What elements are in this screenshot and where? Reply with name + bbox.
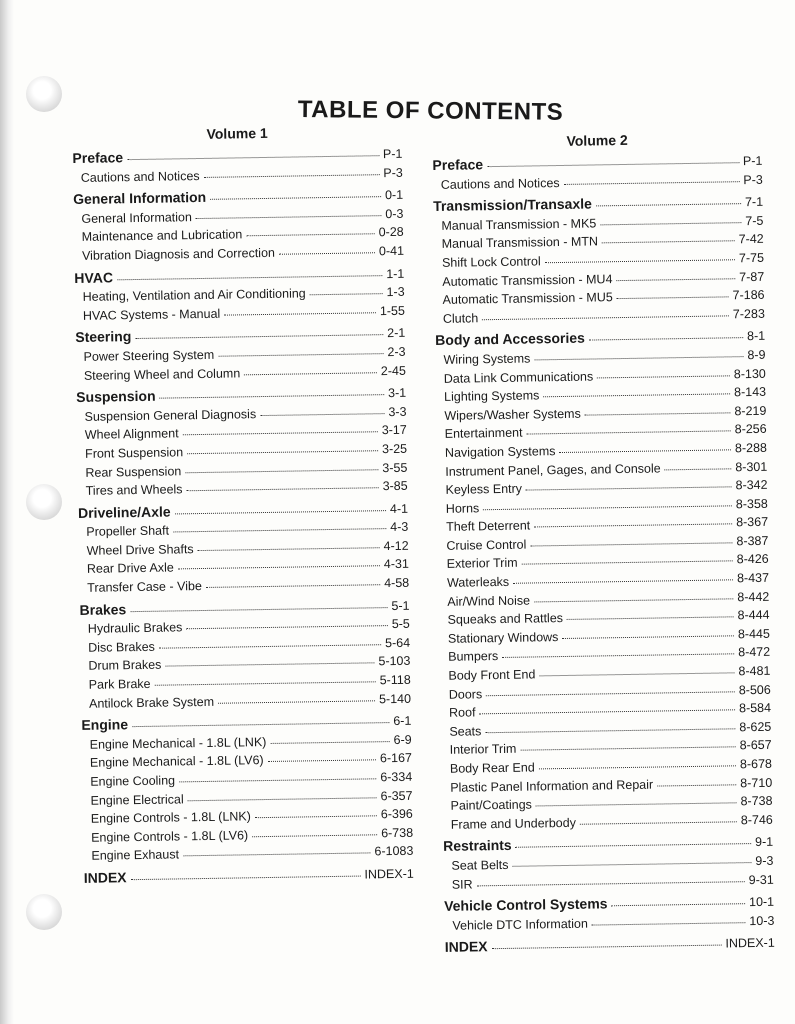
- toc-entry-page: 10-1: [748, 894, 775, 910]
- toc-entry-label: Drum Brakes: [88, 658, 162, 674]
- toc-entry-label: Steering Wheel and Column: [83, 365, 241, 383]
- toc-entry-page: 7-1: [744, 194, 764, 210]
- toc-entry-label: Cautions and Notices: [80, 168, 200, 185]
- dot-leader: [512, 850, 751, 867]
- dot-leader: [562, 623, 734, 639]
- dot-leader: [543, 381, 730, 397]
- toc-entry-label: Seats: [449, 724, 482, 739]
- toc-entry-page: 6-738: [381, 825, 414, 841]
- dot-leader: [513, 567, 733, 583]
- toc-entry-page: 8-256: [734, 422, 767, 437]
- dot-leader: [218, 341, 383, 357]
- dot-leader: [616, 266, 735, 281]
- dot-leader: [154, 669, 375, 685]
- toc-entry-page: 5-64: [384, 635, 411, 650]
- toc-entry-label: Vehicle Control Systems: [443, 895, 608, 915]
- dot-leader: [174, 498, 385, 514]
- toc-entry-page: 2-1: [387, 326, 406, 341]
- toc-entry-label: Instrument Panel, Gages, and Console: [445, 460, 661, 479]
- toc-entry-label: INDEX: [444, 938, 488, 956]
- dot-leader: [159, 632, 381, 648]
- toc-entry-page: 10-3: [749, 913, 775, 928]
- toc-entry-page: P-3: [743, 172, 763, 187]
- toc-entry-label: Heating, Ventilation and Air Conditioning: [82, 286, 306, 305]
- dot-leader: [664, 456, 731, 470]
- toc-subsection[interactable]: [76, 361, 406, 385]
- toc-entry-label: Preface: [432, 156, 484, 173]
- toc-entry-page: P-3: [383, 165, 403, 180]
- toc-subsection[interactable]: [73, 163, 403, 187]
- toc-entry-page: 8-584: [738, 700, 772, 716]
- toc-entry-label: Restraints: [443, 837, 512, 855]
- toc-entry-label: Stationary Windows: [447, 629, 559, 646]
- toc-entry-label: Hydraulic Brakes: [87, 620, 183, 637]
- volume-2-heading: Volume 2: [566, 131, 628, 149]
- toc-entry-page: 6-334: [380, 769, 413, 785]
- dot-leader: [203, 162, 379, 178]
- toc-entry-page: 3-55: [382, 460, 408, 475]
- dot-leader: [260, 401, 384, 416]
- toc-entry-page: 7-283: [732, 306, 765, 322]
- toc-entry-page: 5-140: [378, 691, 412, 706]
- dot-leader: [224, 300, 376, 315]
- toc-entry-label: Body Front End: [448, 667, 536, 683]
- dot-leader: [255, 803, 377, 818]
- toc-entry-label: Clutch: [442, 311, 479, 326]
- toc-entry-label: Cautions and Notices: [440, 175, 560, 192]
- binder-hole-middle: [26, 484, 62, 520]
- toc-entry-label: Brakes: [79, 600, 127, 618]
- page-edge: [0, 0, 14, 1024]
- toc-entry-page: 6-396: [380, 806, 413, 822]
- toc-entry-page: 4-12: [383, 538, 409, 554]
- toc-entry-label: Engine Exhaust: [91, 847, 180, 864]
- toc-entry-page: 8-710: [740, 775, 773, 790]
- dot-leader: [268, 748, 376, 763]
- toc-entry-label: Seat Belts: [451, 857, 509, 873]
- toc-entry-page: 8-738: [740, 793, 773, 809]
- toc-entry-label: Cruise Control: [446, 537, 527, 553]
- toc-entry-label: Body and Accessories: [435, 329, 585, 349]
- toc-entry-page: 8-301: [735, 459, 768, 474]
- toc-entry-label: Roof: [448, 705, 476, 721]
- dot-leader: [563, 169, 739, 185]
- dot-leader: [206, 572, 381, 588]
- toc-entry-label: Exterior Trim: [446, 556, 518, 572]
- toc-entry-page: 6-1: [393, 713, 412, 729]
- toc-entry-page: P-1: [382, 146, 403, 162]
- dot-leader: [592, 910, 746, 925]
- toc-entry-page: 8-442: [737, 589, 770, 604]
- toc-entry-label: Engine: [81, 716, 129, 734]
- dot-leader: [539, 660, 734, 676]
- toc-entry-page: 8-426: [736, 552, 769, 567]
- toc-entry-label: Vehicle DTC Information: [452, 916, 588, 933]
- toc-entry-label: Engine Electrical: [90, 791, 184, 808]
- volume-2-entries: [432, 152, 775, 958]
- toc-entry-label: Engine Controls - 1.8L (LNK): [90, 809, 251, 826]
- toc-entry-label: Transmission/Transaxle: [432, 195, 592, 215]
- dot-leader: [197, 535, 379, 551]
- toc-entry-page: 8-342: [735, 477, 768, 493]
- dot-leader: [159, 382, 384, 399]
- toc-entry-page: 3-3: [388, 404, 407, 419]
- toc-subsection[interactable]: [81, 689, 411, 713]
- dot-leader: [270, 729, 389, 744]
- toc-entry-page: 8-678: [739, 756, 773, 772]
- dot-leader: [186, 475, 378, 491]
- toc-entry-page: 9-1: [754, 835, 774, 850]
- dot-leader: [127, 143, 379, 160]
- toc-entry-label: Propeller Shaft: [86, 523, 170, 540]
- toc-entry-label: Lighting Systems: [444, 388, 540, 404]
- toc-entry-label: Engine Controls - 1.8L (LV6): [91, 828, 249, 845]
- dot-leader: [534, 586, 734, 602]
- toc-entry-label: Interior Trim: [449, 742, 517, 758]
- toc-entry-label: Rear Drive Axle: [86, 560, 174, 577]
- toc-entry-label: INDEX: [83, 869, 127, 886]
- volume-1-entries: [72, 145, 414, 889]
- toc-entry-page: 0-3: [385, 206, 404, 221]
- dot-leader: [589, 325, 743, 340]
- toc-entry-label: Squeaks and Rattles: [447, 611, 564, 628]
- toc-entry-label: Maintenance and Lubrication: [81, 227, 243, 245]
- toc-entry-label: Engine Cooling: [90, 773, 176, 789]
- toc-entry-page: P-1: [742, 153, 763, 169]
- dot-leader: [178, 554, 380, 570]
- toc-entry-label: Wheel Drive Shafts: [86, 542, 194, 558]
- toc-entry-label: Horns: [445, 500, 480, 516]
- toc-entry-page: 9-3: [755, 853, 774, 868]
- dot-leader: [246, 222, 375, 237]
- dot-leader: [544, 247, 734, 263]
- dot-leader: [486, 679, 735, 696]
- toc-entry-label: Entertainment: [444, 425, 523, 442]
- toc-entry-label: Rear Suspension: [85, 463, 182, 480]
- toc-entry-label: Doors: [448, 686, 483, 702]
- dot-leader: [130, 864, 360, 881]
- toc-entry-label: Power Steering System: [83, 347, 215, 364]
- toc-entry-label: Park Brake: [88, 676, 151, 692]
- toc-entry-page: 4-1: [389, 501, 409, 516]
- dot-leader: [567, 605, 734, 621]
- toc-entry-label: Plastic Panel Information and Repair: [450, 777, 654, 795]
- toc-entry-label: Vibration Diagnosis and Correction: [81, 245, 276, 263]
- dot-leader: [210, 184, 381, 200]
- toc-entry-label: Body Rear End: [449, 760, 535, 776]
- dot-leader: [559, 437, 731, 453]
- dot-leader: [617, 285, 729, 300]
- toc-entry-page: INDEX-1: [725, 936, 775, 951]
- toc-entry-label: Wipers/Washer Systems: [444, 406, 581, 423]
- toc-entry-label: Steering: [75, 328, 132, 346]
- toc-subsection[interactable]: [433, 170, 763, 194]
- dot-leader: [165, 651, 374, 667]
- dot-leader: [521, 549, 732, 565]
- dot-leader: [657, 772, 736, 786]
- dot-leader: [539, 753, 736, 769]
- toc-entry-page: 8-472: [738, 645, 771, 660]
- toc-entry-label: Bumpers: [448, 649, 499, 665]
- toc-section[interactable]: [445, 934, 775, 958]
- dot-leader: [602, 229, 735, 244]
- toc-entry-label: Shift Lock Control: [441, 254, 541, 270]
- toc-subsection[interactable]: [75, 302, 405, 326]
- dot-leader: [117, 263, 382, 280]
- dot-leader: [252, 822, 377, 837]
- dot-leader: [482, 303, 729, 320]
- dot-leader: [187, 438, 378, 454]
- toc-entry-page: 5-5: [391, 617, 410, 632]
- toc-entry-label: Manual Transmission - MK5: [441, 216, 597, 233]
- dot-leader: [476, 869, 744, 886]
- toc-entry-label: HVAC Systems - Manual: [82, 306, 221, 323]
- toc-entry-label: Transfer Case - Vibe: [87, 579, 202, 595]
- toc-entry-page: 2-3: [387, 344, 406, 360]
- dot-leader: [526, 474, 732, 490]
- toc-entry-label: Automatic Transmission - MU5: [442, 290, 613, 308]
- dot-leader: [196, 203, 382, 219]
- dot-leader: [534, 344, 743, 360]
- toc-entry-page: 8-387: [736, 533, 769, 549]
- toc-subsection[interactable]: [444, 911, 774, 935]
- toc-entry-label: HVAC: [74, 268, 114, 286]
- toc-subsection[interactable]: [79, 574, 409, 598]
- toc-entry-page: 6-9: [393, 732, 412, 747]
- toc-entry-label: Driveline/Axle: [77, 503, 171, 521]
- toc-entry-label: Suspension: [76, 387, 156, 406]
- dot-leader: [179, 766, 376, 782]
- toc-entry-page: 8-657: [739, 738, 772, 753]
- toc-entry-label: Waterleaks: [446, 574, 510, 590]
- toc-entry-label: Paint/Coatings: [450, 797, 532, 813]
- toc-entry-page: 4-31: [383, 557, 410, 572]
- toc-entry-page: 7-186: [732, 287, 765, 303]
- toc-entry-page: 0-41: [378, 243, 405, 259]
- toc-entry-label: Disc Brakes: [88, 639, 155, 655]
- toc-entry-page: 3-17: [381, 423, 407, 438]
- toc-subsection[interactable]: [78, 477, 408, 501]
- dot-leader: [479, 698, 735, 715]
- toc-entry-label: Keyless Entry: [445, 481, 523, 497]
- toc-entry-label: Manual Transmission - MTN: [441, 234, 599, 252]
- dot-leader: [244, 360, 377, 375]
- toc-entry-page: 7-75: [738, 250, 765, 266]
- dot-leader: [279, 240, 375, 255]
- toc-entry-page: 8-445: [737, 626, 770, 642]
- toc-entry-label: Wheel Alignment: [84, 426, 179, 443]
- binder-hole-bottom: [26, 894, 62, 930]
- dot-leader: [187, 785, 376, 801]
- toc-entry-label: Front Suspension: [85, 445, 184, 461]
- toc-entry-label: Frame and Underbody: [450, 815, 577, 832]
- dot-leader: [534, 512, 732, 528]
- volume-1-column: [72, 123, 414, 889]
- toc-entry-label: Engine Mechanical - 1.8L (LV6): [89, 753, 264, 771]
- dot-leader: [485, 716, 735, 733]
- dot-leader: [487, 150, 739, 167]
- dot-leader: [585, 400, 731, 415]
- toc-subsection[interactable]: [74, 242, 404, 266]
- toc-entry-page: 8-625: [739, 719, 772, 735]
- toc-entry-page: 3-1: [388, 385, 407, 401]
- toc-entry-label: Antilock Brake System: [88, 694, 215, 711]
- toc-entry-label: Theft Deterrent: [446, 518, 531, 535]
- toc-entry-page: 9-31: [748, 872, 774, 887]
- toc-subsection[interactable]: [83, 842, 413, 866]
- dot-leader: [186, 613, 388, 629]
- toc-entry-page: 5-118: [379, 672, 411, 688]
- volume-1-heading: Volume 1: [206, 124, 268, 142]
- toc-entry-label: Suspension General Diagnosis: [84, 406, 257, 424]
- dot-leader: [483, 493, 732, 510]
- toc-entry-label: SIR: [451, 877, 473, 892]
- toc-entry-label: Air/Wind Noise: [447, 593, 531, 609]
- dot-leader: [491, 933, 721, 950]
- toc-entry-page: 6-357: [380, 788, 413, 803]
- toc-entry-label: General Information: [81, 209, 193, 226]
- toc-entry-page: 1-3: [386, 284, 405, 300]
- toc-entry-label: Preface: [72, 149, 124, 166]
- toc-entry-page: INDEX-1: [364, 866, 414, 882]
- toc-entry-page: 0-28: [378, 225, 404, 240]
- toc-section[interactable]: [84, 865, 414, 889]
- dot-leader: [132, 710, 389, 727]
- toc-entry-page: 0-1: [384, 187, 404, 203]
- toc-entry-page: 6-1083: [374, 844, 414, 859]
- toc-entry-page: 8-437: [736, 570, 770, 586]
- toc-subsection[interactable]: [435, 305, 765, 329]
- toc-entry-page: 8-367: [736, 515, 769, 530]
- toc-entry-page: 8-130: [733, 366, 766, 381]
- toc-entry-page: 1-1: [386, 266, 405, 281]
- binder-hole-top: [26, 76, 62, 112]
- dot-leader: [520, 735, 736, 751]
- dot-leader: [515, 831, 751, 848]
- dot-leader: [600, 210, 741, 225]
- toc-subsection[interactable]: [444, 870, 774, 894]
- toc-entry-page: 5-1: [391, 598, 410, 613]
- toc-entry-page: 8-219: [734, 403, 767, 419]
- toc-entry-label: Automatic Transmission - MU4: [442, 271, 613, 289]
- toc-entry-page: 6-167: [379, 751, 413, 766]
- toc-entry-page: 7-42: [738, 232, 764, 247]
- toc-entry-page: 2-45: [380, 363, 406, 378]
- toc-entry-label: General Information: [72, 189, 207, 208]
- dot-leader: [182, 420, 377, 436]
- toc-entry-page: 8-481: [738, 663, 771, 679]
- toc-entry-page: 3-25: [381, 441, 408, 457]
- dot-leader: [530, 530, 732, 546]
- dot-leader: [185, 457, 378, 473]
- toc-entry-page: 3-85: [382, 478, 408, 494]
- toc-entry-page: 4-58: [384, 575, 410, 591]
- toc-entry-page: 7-5: [745, 213, 764, 228]
- toc-entry-page: 8-506: [738, 682, 771, 697]
- toc-entry-page: 7-87: [739, 269, 765, 284]
- toc-entry-label: Navigation Systems: [444, 444, 556, 460]
- dot-leader: [596, 191, 741, 206]
- dot-leader: [218, 688, 375, 703]
- dot-leader: [183, 841, 371, 857]
- toc-entry-page: 4-3: [390, 520, 409, 535]
- dot-leader: [611, 891, 745, 906]
- dot-leader: [502, 642, 734, 659]
- toc-entry-label: Engine Mechanical - 1.8L (LNK): [89, 734, 267, 752]
- toc-entry-page: 8-444: [737, 608, 770, 623]
- toc-entry-page: 8-746: [740, 812, 773, 828]
- dot-leader: [526, 419, 730, 435]
- toc-entry-page: 8-1: [747, 329, 766, 344]
- toc-entry-page: 5-103: [378, 654, 411, 669]
- dot-leader: [310, 281, 383, 295]
- toc-entry-page: 8-288: [734, 440, 768, 456]
- toc-entry-label: Data Link Communications: [443, 369, 594, 386]
- toc-entry-label: Tires and Wheels: [85, 482, 183, 498]
- toc-subsection[interactable]: [443, 811, 773, 835]
- toc-entry-page: 8-358: [735, 496, 768, 511]
- toc-entry-label: Wiring Systems: [443, 351, 531, 367]
- dot-leader: [173, 516, 386, 532]
- volume-2-column: [432, 130, 775, 958]
- dot-leader: [536, 790, 737, 806]
- dot-leader: [580, 809, 737, 824]
- toc-entry-page: 1-55: [379, 303, 406, 318]
- toc-entry-page: 8-9: [747, 347, 766, 363]
- toc-entry-page: 8-143: [733, 384, 767, 400]
- dot-leader: [130, 595, 387, 612]
- dot-leader: [135, 322, 383, 339]
- page-title: TABLE OF CONTENTS: [297, 96, 564, 126]
- dot-leader: [597, 363, 730, 378]
